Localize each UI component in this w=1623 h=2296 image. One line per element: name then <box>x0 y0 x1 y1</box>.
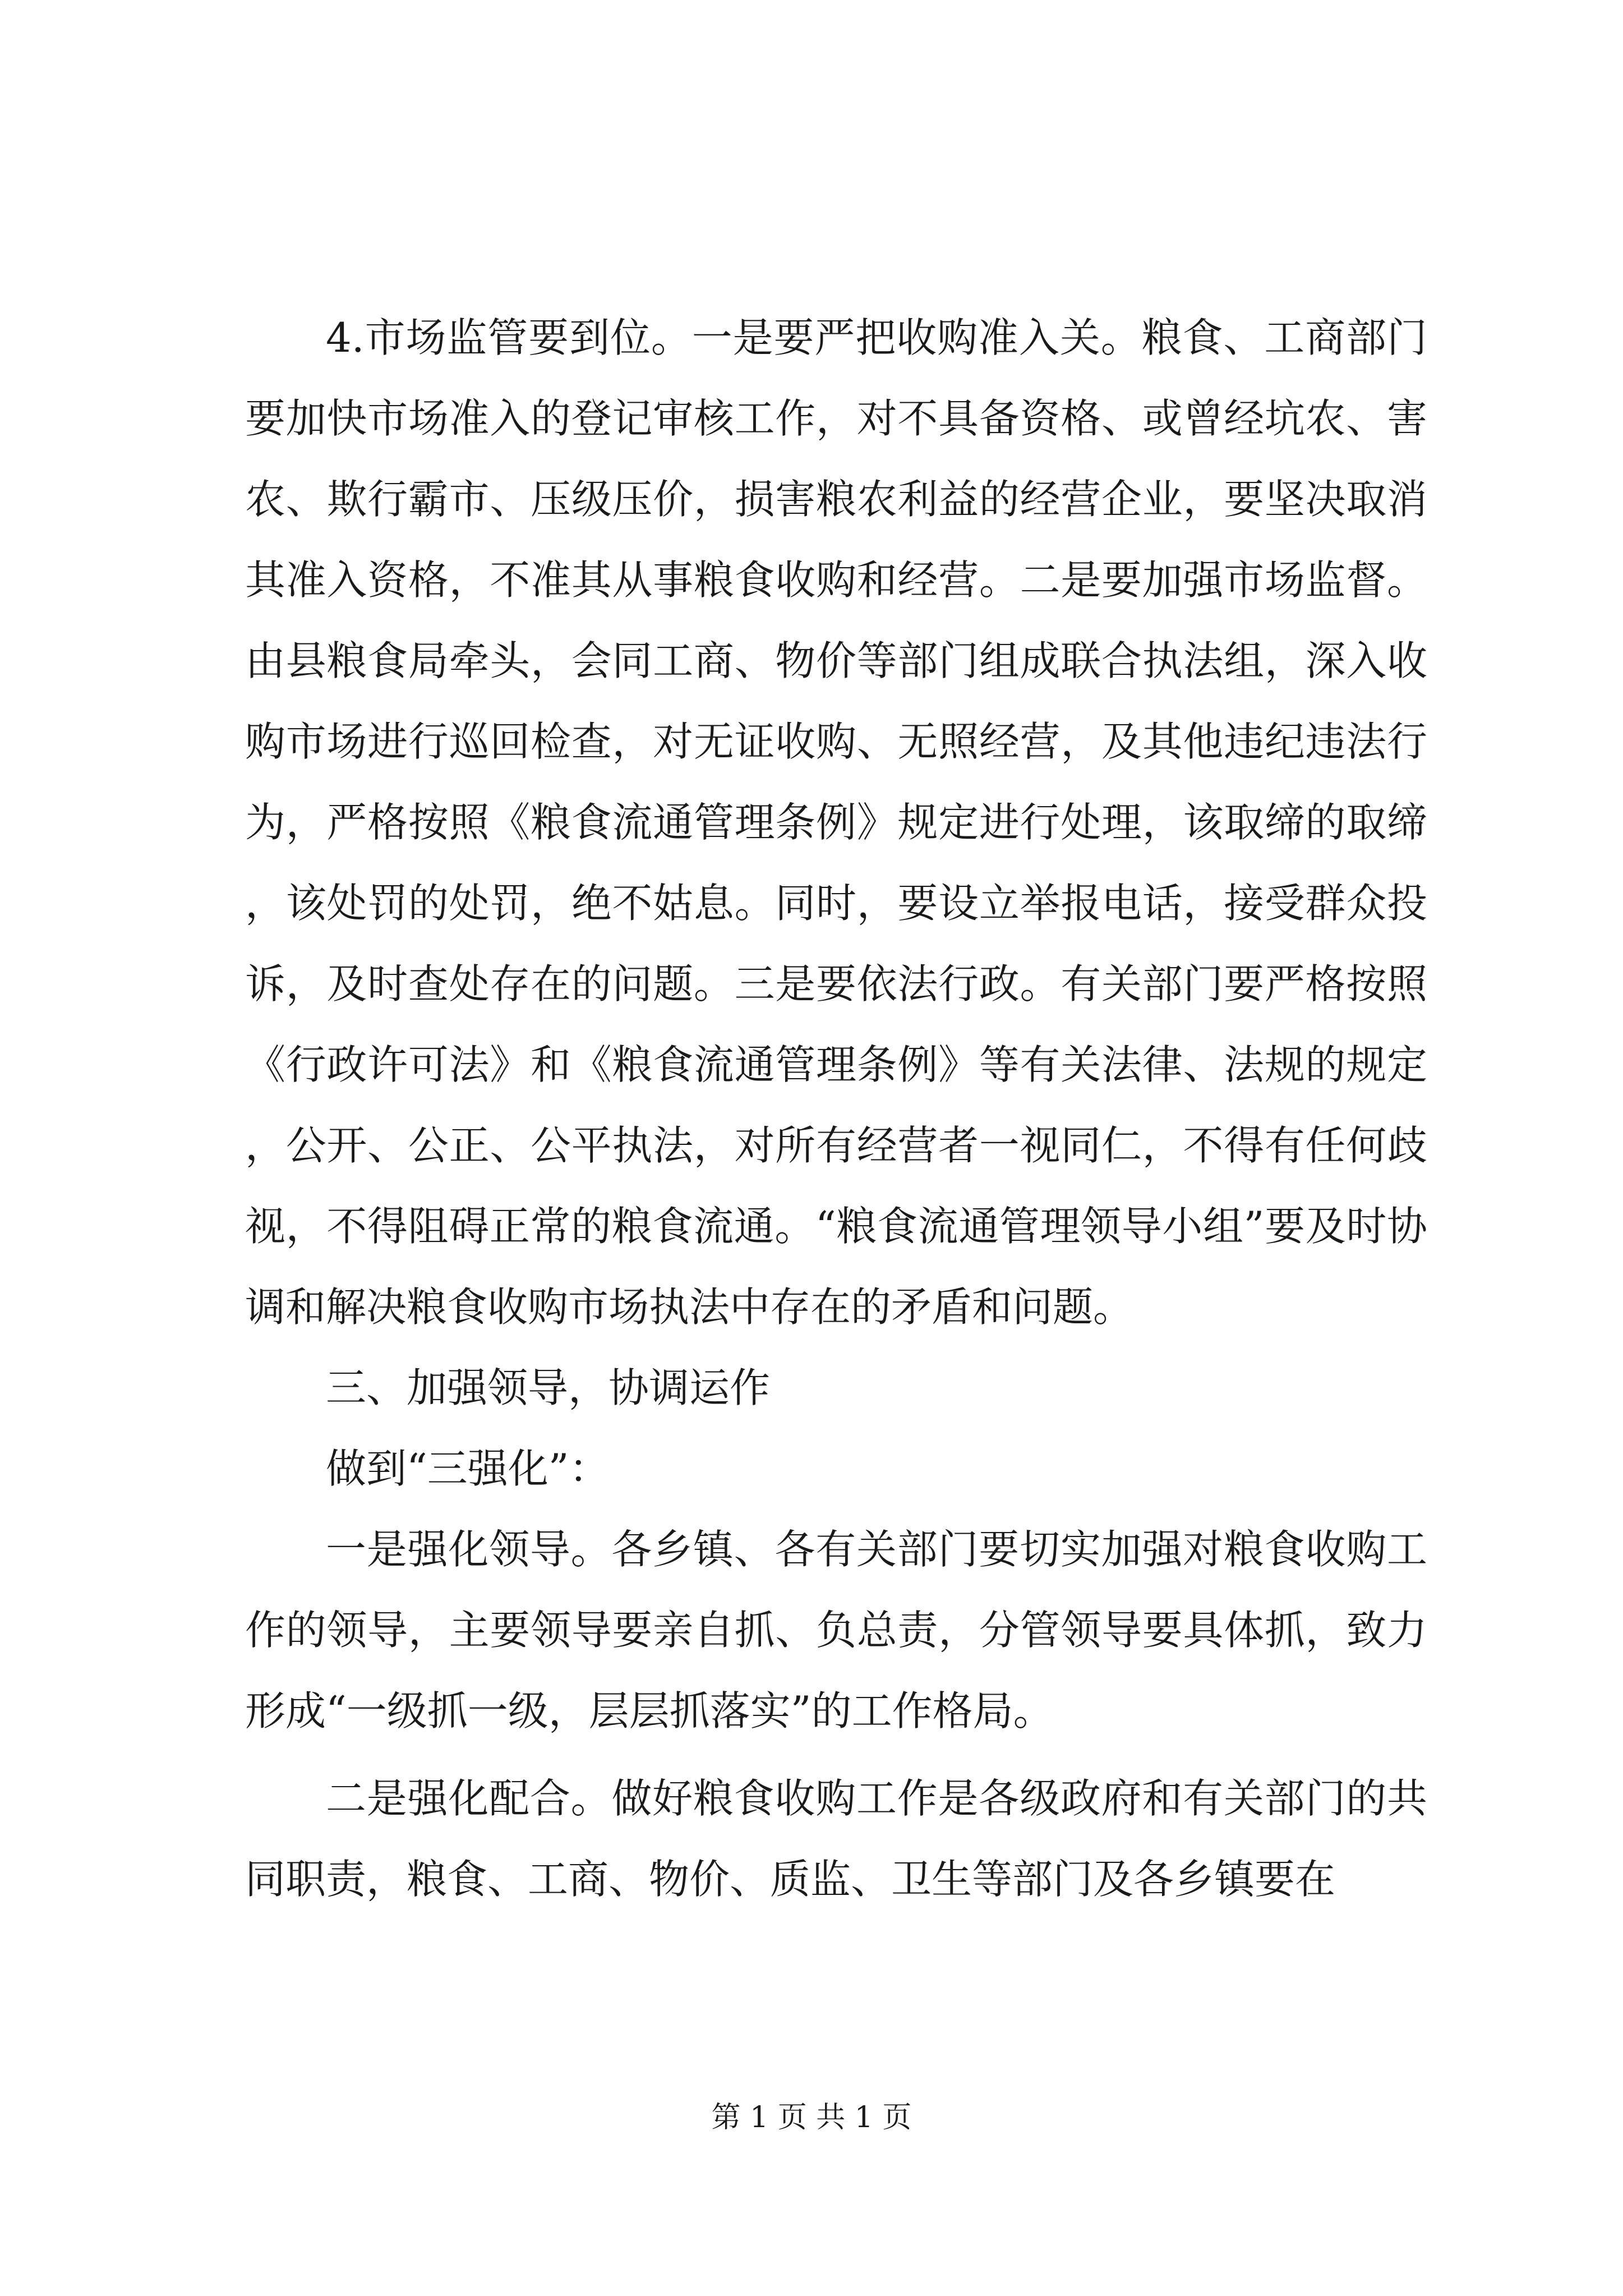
paragraph-strengthen-leadership: 一是强化领导。各乡镇、各有关部门要切实加强对粮食收购工作的领导，主要领导要亲自抓、负总责，分管领导要具体抓，致力形成“一级抓一级，层层抓落实”的工作格局。 <box>245 1526 1427 1734</box>
paragraph-three-strengthen: 做到“三强化”： <box>326 1445 610 1492</box>
section-heading-leadership: 三、加强领导，协调运作 <box>326 1364 771 1411</box>
document-body <box>245 297 1427 1920</box>
paragraph-market-supervision: 4.市场监管要到位。一是要严把收购准入关。粮食、工商部门要加快市场准入的登记审核工作，对不具备资格、或曾经坑农、害农、欺行霸市、压级压价，损害粮农利益的经营企业，要坚决取消其准入资格，不准其从事粮食收购和经营。二是要加强市场监督。由县粮食局牵头，会同工商、物价等部门组成联合执法组，深入收购市场进行巡回检查，对无证收购、无照经营，及其他违纪违法行为，严格按照《粮食流通管理条例》规定进行处理，该取缔的取缔，该处罚的处罚，绝不姑息。同时，要设立举报电话，接受群众投诉，及时查处存在的问题。三是要依法行政。有关部门要严格按照《行政许可法》和《粮食流通管理条例》等有关法律、法规的规定，公开、公正、公平执法，对所有经营者一视同仁，不得有任何歧视，不得阻碍正常的粮食流通。“粮食流通管理领导小组”要及时协调和解决粮食收购市场执法中存在的矛盾和问题。 <box>245 314 1427 1331</box>
paragraph-strengthen-cooperation: 二是强化配合。做好粮食收购工作是各级政府和有关部门的共同职责，粮食、工商、物价、质监、卫生等部门及各乡镇要在 <box>245 1775 1427 1903</box>
page-footer: 第 1 页 共 1 页 <box>711 2101 912 2134</box>
